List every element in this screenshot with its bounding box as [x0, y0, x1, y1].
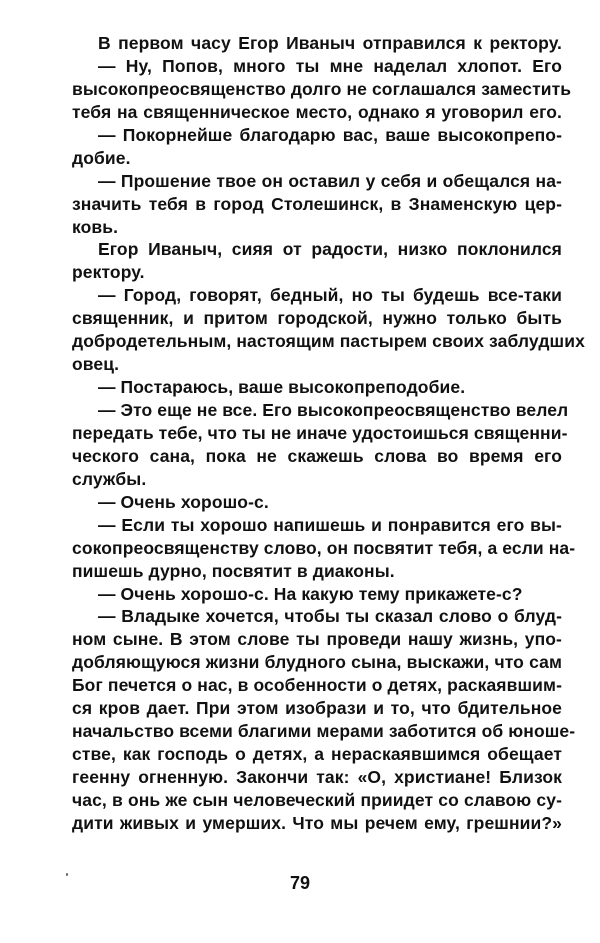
text-line: — Очень хорошо-с.	[98, 491, 269, 512]
text-line: Бог печется о нас, в особенности о детях, раскаявшим-	[72, 675, 562, 696]
text-line: добие.	[72, 147, 131, 168]
text-line: час, в онь же сын человеческий приидет со славою су-	[72, 789, 562, 810]
text-line: ректору.	[72, 262, 145, 283]
text-line: геенну огненную. Закончи так: «О, христиане! Близок	[72, 767, 562, 787]
text-line: тебя на священническое место, однако я уговорил его.	[72, 101, 562, 122]
text-line: — Покорнейше благодарю вас, ваше высокопрепо-	[98, 124, 562, 145]
text-line: — Город, говорят, бедный, но ты будешь все-таки	[98, 285, 562, 306]
text-line: — Это еще не все. Его высокопреосвященство велел	[98, 400, 569, 420]
text-line: ся кров дает. При этом изобрази и то, что бдительное	[72, 698, 562, 719]
text-line: добродетельным, настоящим пастырем своих заблудших	[72, 331, 585, 352]
text-line: овец.	[72, 354, 120, 375]
text-line: ческого сана, пока не скажешь слова во время его	[72, 445, 562, 466]
text-line: ном сыне. В этом слове ты проведи нашу жизнь, упо-	[72, 629, 562, 650]
text-line: высокопреосвященство долго не соглашался заместить	[72, 78, 572, 99]
text-line: — Если ты хорошо напишешь и понравится его вы-	[98, 514, 562, 535]
text-line: значить тебя в город Столешинск, в Знаменскую цер-	[72, 193, 562, 214]
page-number: 79	[289, 873, 311, 893]
text-line: добляющуюся жизни блудного сына, выскажи, что сам	[72, 652, 562, 673]
text-line: — Постараюсь, ваше высокопреподобие.	[98, 377, 466, 398]
text-line: пишешь дурно, посвятит в диаконы.	[72, 560, 395, 581]
text-line: — Прошение твое он оставил у себя и обещался на-	[98, 170, 562, 191]
text-line: — Ну, Попов, много ты мне наделал хлопот. Его	[98, 55, 562, 76]
text-line: В первом часу Егор Иваныч отправился к ректору.	[98, 33, 562, 53]
text-line: Егор Иваныч, сияя от радости, низко поклонился	[98, 239, 562, 260]
text-line: передать тебе, что ты не иначе удостоишься священни-	[72, 422, 568, 443]
text-line: службы.	[72, 468, 147, 489]
page-text	[72, 32, 585, 835]
text-line: стве, как господь о детях, а нераскаявшимся обещает	[72, 744, 562, 765]
text-line: сокопреосвященству слово, он посвятит тебя, а если на-	[72, 537, 576, 558]
text-line: священник, и притом городской, нужно только быть	[72, 308, 562, 329]
text-line: начальство всеми благими мерами заботится об юноше-	[72, 721, 576, 742]
text-line: ковь.	[72, 216, 119, 237]
text-line: — Очень хорошо-с. На какую тему прикажете-с?	[98, 583, 523, 604]
text-line: дити живых и умерших. Что мы речем ему, грешнии?»	[72, 812, 562, 833]
text-line: — Владыке хочется, чтобы ты сказал слово о блуд-	[98, 606, 562, 627]
